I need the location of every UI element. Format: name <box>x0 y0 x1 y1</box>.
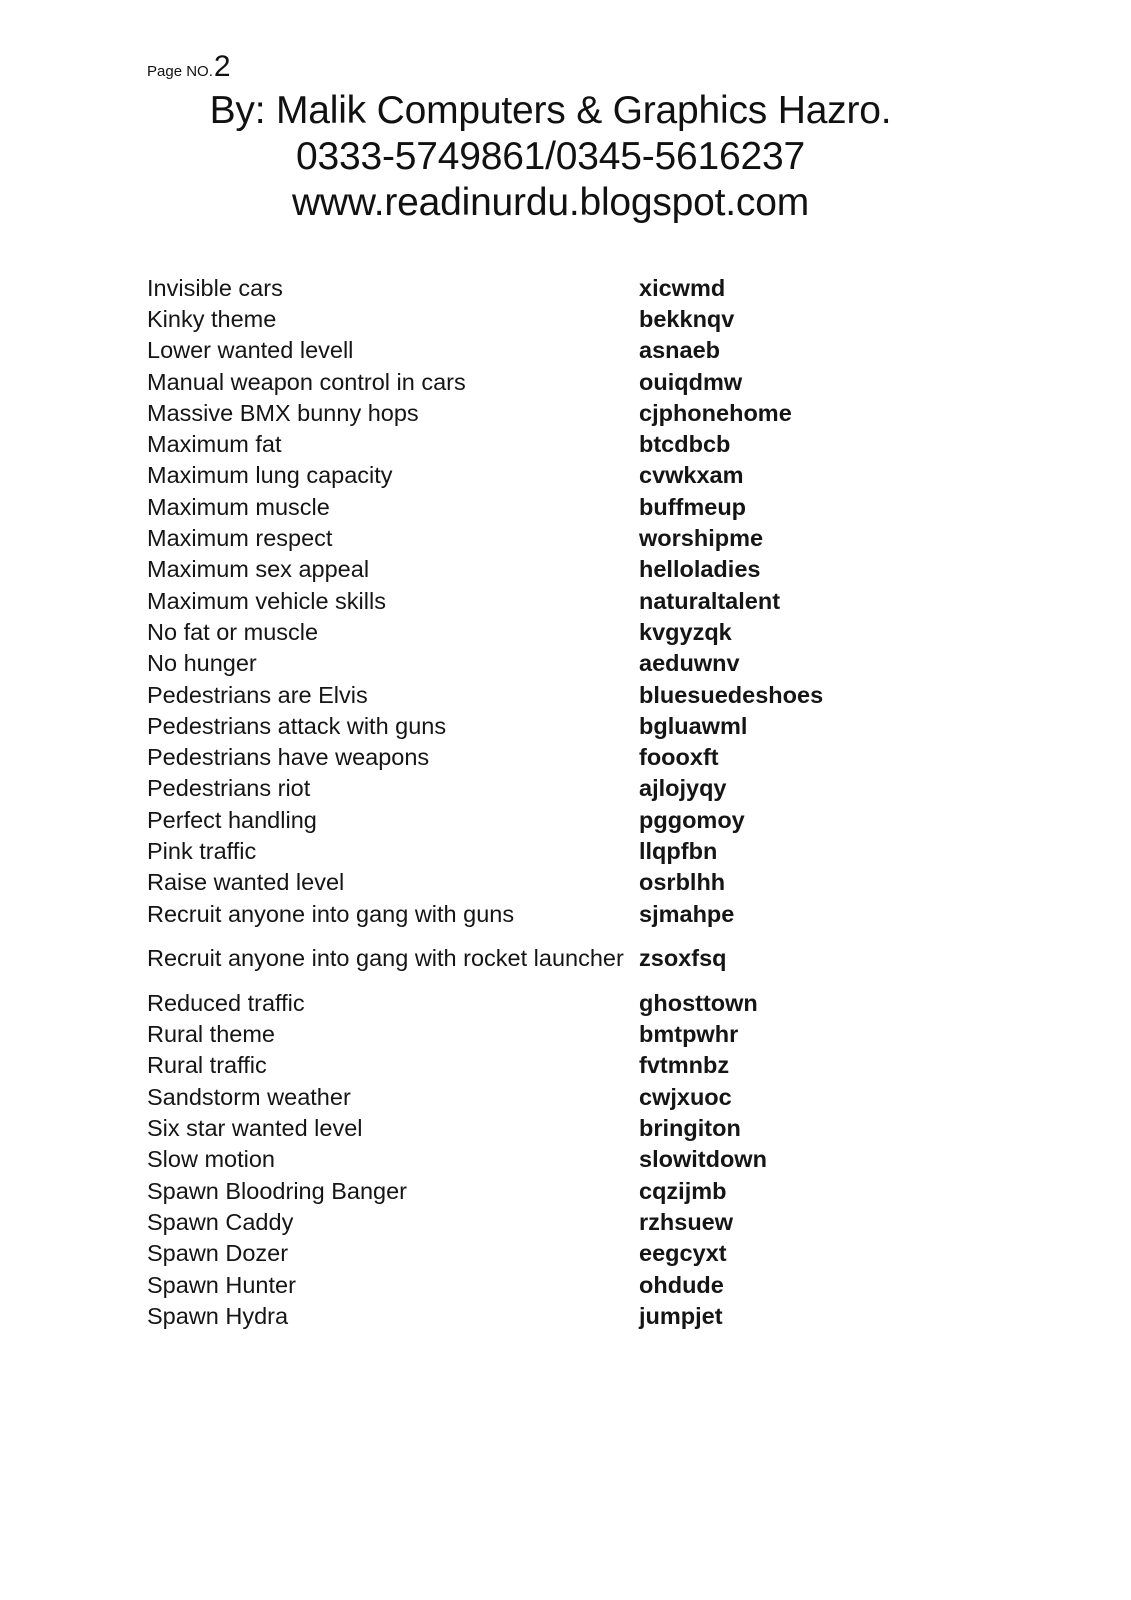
cheat-name: Massive BMX bunny hops <box>147 399 419 426</box>
cheat-code: sjmahpe <box>639 900 735 927</box>
cheat-code: ghosttown <box>639 989 758 1016</box>
cheat-name: Pink traffic <box>147 837 257 864</box>
cheat-name: Spawn Hydra <box>147 1302 289 1329</box>
cheat-name: Slow motion <box>147 1146 275 1173</box>
document-header <box>0 88 1101 226</box>
cheat-name: Pedestrians have weapons <box>147 744 430 771</box>
cheat-code: aeduwnv <box>639 650 740 677</box>
page-number-label: Page NO. <box>147 63 213 80</box>
table-row <box>147 272 907 303</box>
cheat-code: bluesuedeshoes <box>639 681 824 708</box>
cheat-code: slowitdown <box>639 1146 767 1173</box>
cheat-name: No hunger <box>147 650 257 677</box>
cheat-code: cjphonehome <box>639 399 792 426</box>
table-row <box>147 710 907 741</box>
table-row <box>147 1175 907 1206</box>
cheat-name: Recruit anyone into gang with guns <box>147 900 515 927</box>
cheat-name: Pedestrians are Elvis <box>147 681 368 708</box>
cheat-name: Rural traffic <box>147 1052 267 1079</box>
table-row <box>147 679 907 710</box>
table-row <box>147 929 907 987</box>
table-row <box>147 303 907 334</box>
cheat-code: pggomoy <box>639 806 745 833</box>
cheat-code: ajlojyqy <box>639 775 727 802</box>
cheat-name: Spawn Caddy <box>147 1208 294 1235</box>
cheat-code: foooxft <box>639 744 719 771</box>
table-row <box>147 554 907 585</box>
cheat-code: fvtmnbz <box>639 1052 730 1079</box>
table-row <box>147 397 907 428</box>
website-line: www.readinurdu.blogspot.com <box>291 181 810 224</box>
cheat-code: asnaeb <box>639 337 720 364</box>
cheat-name: Lower wanted levell <box>147 337 354 364</box>
phone-line: 0333-5749861/0345-5616237 <box>296 135 805 178</box>
table-row <box>147 898 907 929</box>
table-row <box>147 1081 907 1112</box>
cheat-name: Raise wanted level <box>147 869 345 896</box>
page-number-value: 2 <box>213 50 231 83</box>
cheat-code: cvwkxam <box>639 462 744 489</box>
cheat-table <box>147 272 907 1332</box>
cheat-name: Maximum lung capacity <box>147 462 393 489</box>
cheat-name: Maximum muscle <box>147 493 330 520</box>
table-row <box>147 585 907 616</box>
cheat-name: Maximum respect <box>147 525 333 552</box>
cheat-code: worshipme <box>639 525 764 552</box>
cheat-name: Spawn Bloodring Banger <box>147 1177 407 1204</box>
cheat-code: cqzijmb <box>639 1177 727 1204</box>
table-row <box>147 491 907 522</box>
table-row <box>147 867 907 898</box>
cheat-code: bmtpwhr <box>639 1021 739 1048</box>
table-row <box>147 522 907 553</box>
cheat-code: buffmeup <box>639 493 747 520</box>
cheat-code: eegcyxt <box>639 1240 727 1267</box>
cheat-name: Pedestrians riot <box>147 775 311 802</box>
author-line: By: Malik Computers & Graphics Hazro. <box>209 89 892 132</box>
cheat-name: Rural theme <box>147 1021 275 1048</box>
table-row <box>147 366 907 397</box>
cheat-code: bringiton <box>639 1115 741 1142</box>
cheat-name: Spawn Hunter <box>147 1271 296 1298</box>
table-row <box>147 804 907 835</box>
cheat-code: rzhsuew <box>639 1208 734 1235</box>
table-row <box>147 1300 907 1331</box>
cheat-code: kvgyzqk <box>639 618 732 645</box>
cheat-code: osrblhh <box>639 869 726 896</box>
table-row <box>147 616 907 647</box>
cheat-name: Pedestrians attack with guns <box>147 712 447 739</box>
cheat-name: No fat or muscle <box>147 618 319 645</box>
cheat-code: zsoxfsq <box>639 945 727 972</box>
page-number <box>147 52 231 82</box>
table-row <box>147 1238 907 1269</box>
cheat-code: bekknqv <box>639 305 735 332</box>
cheat-name: Six star wanted level <box>147 1115 363 1142</box>
cheat-code: xicwmd <box>639 274 726 301</box>
table-row <box>147 773 907 804</box>
cheat-code: btcdbcb <box>639 431 731 458</box>
cheat-name: Maximum fat <box>147 431 282 458</box>
table-row <box>147 335 907 366</box>
table-row <box>147 648 907 679</box>
cheat-code: naturaltalent <box>639 587 781 614</box>
cheat-name: Maximum sex appeal <box>147 556 370 583</box>
table-row <box>147 1144 907 1175</box>
cheat-name: Spawn Dozer <box>147 1240 289 1267</box>
table-row <box>147 835 907 866</box>
table-row <box>147 741 907 772</box>
cheat-code: llqpfbn <box>639 837 718 864</box>
cheat-code: ouiqdmw <box>639 368 743 395</box>
cheat-code: jumpjet <box>639 1302 723 1329</box>
cheat-code: helloladies <box>639 556 761 583</box>
table-row <box>147 1206 907 1237</box>
table-row <box>147 1269 907 1300</box>
table-row <box>147 1050 907 1081</box>
table-row <box>147 428 907 459</box>
table-row <box>147 1112 907 1143</box>
table-row <box>147 1019 907 1050</box>
cheat-name: Invisible cars <box>147 274 283 301</box>
table-row <box>147 987 907 1018</box>
cheat-name: Maximum vehicle skills <box>147 587 386 614</box>
cheat-code: cwjxuoc <box>639 1083 732 1110</box>
cheat-name: Reduced traffic <box>147 989 305 1016</box>
table-row <box>147 460 907 491</box>
cheat-name: Kinky theme <box>147 305 277 332</box>
cheat-name: Manual weapon control in cars <box>147 368 466 395</box>
cheat-name: Perfect handling <box>147 806 317 833</box>
cheat-code: ohdude <box>639 1271 724 1298</box>
cheat-name: Recruit anyone into gang with rocket launcher <box>147 945 624 972</box>
cheat-name: Sandstorm weather <box>147 1083 351 1110</box>
cheat-code: bgluawml <box>639 712 748 739</box>
